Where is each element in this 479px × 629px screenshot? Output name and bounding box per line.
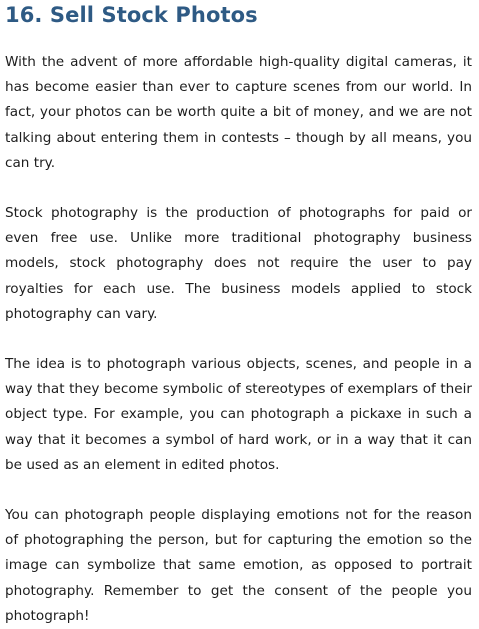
article <box>5 0 472 629</box>
paragraph-emotions: You can photograph people displaying emotions not for the reason of photographing the person, but for capturing the emotion so the image can symbolize that same emotion, as opposed to portrait photography. Remember to get the consent of the people you photograph! <box>5 507 472 624</box>
section-heading: 16. Sell Stock Photos <box>5 3 258 27</box>
paragraph-idea: The idea is to photograph various objects, scenes, and people in a way that they become symbolic of stereotypes of exemplars of their object type. For example, you can photograph a pickaxe in such a way that it becomes a symbol of hard work, or in a way that it can be used as an element in edited photos. <box>5 356 472 473</box>
paragraph-definition: Stock photography is the production of photographs for paid or even free use. Unlike more traditional photography business models, stock photography does not require the user to pay royalties for each use. The business models applied to stock photography can vary. <box>5 205 472 322</box>
paragraph-intro: With the advent of more affordable high-quality digital cameras, it has become easier than ever to capture scenes from our world. In fact, your photos can be worth quite a bit of money, and we are not talking about entering them in contests – though by all means, you can try. <box>5 54 472 171</box>
